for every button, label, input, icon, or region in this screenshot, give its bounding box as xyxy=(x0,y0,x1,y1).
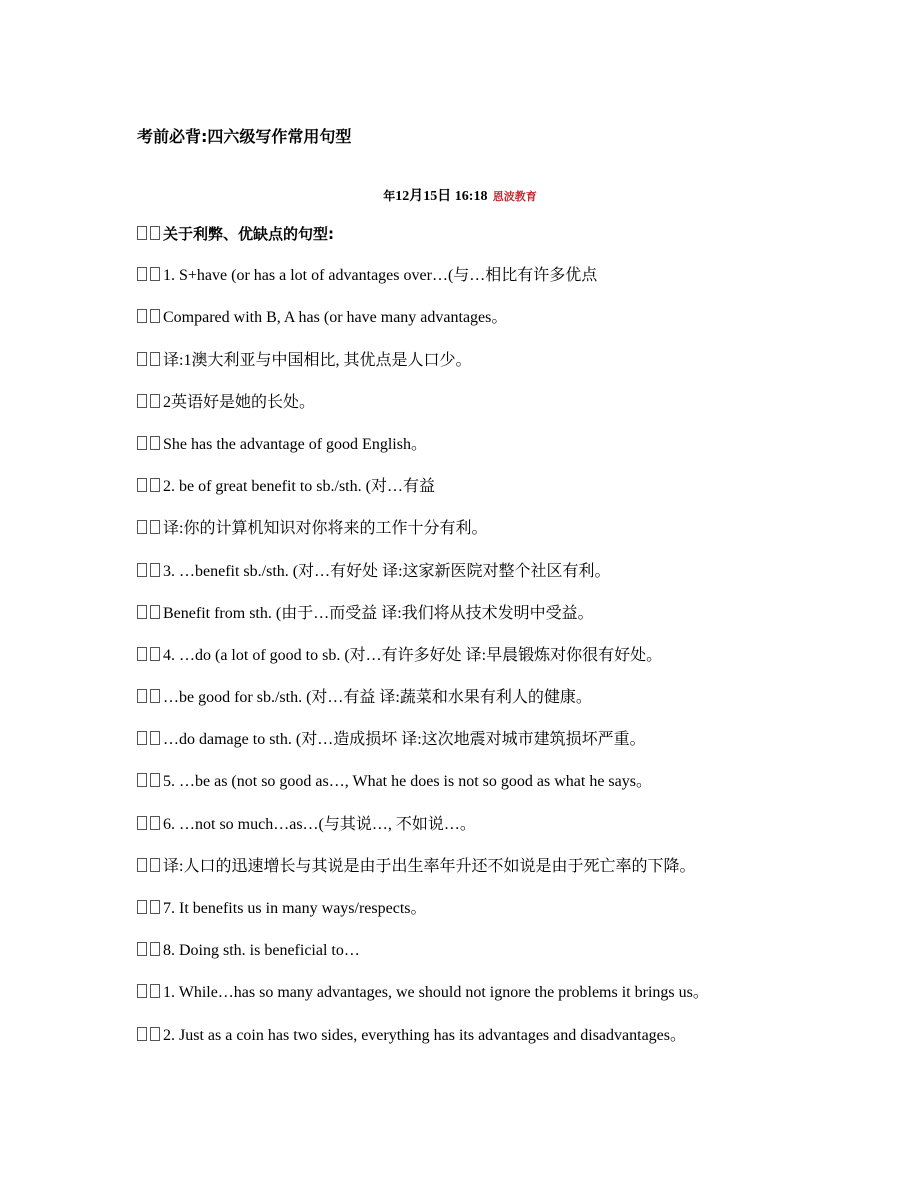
missing-glyph-box-icon xyxy=(150,309,160,323)
line-text: 译:1澳大利亚与中国相比, 其优点是人口少。 xyxy=(163,351,472,369)
missing-glyph-box-icon xyxy=(137,984,147,998)
missing-glyph-box-icon xyxy=(150,731,160,745)
text-line xyxy=(137,727,837,769)
document-title: 考前必背:四六级写作常用句型 xyxy=(137,127,352,146)
missing-glyph-box-icon xyxy=(150,1027,160,1041)
missing-glyph-box-icon xyxy=(137,1027,147,1041)
line-text: Compared with B, A has (or have many advantages。 xyxy=(163,309,508,327)
missing-glyph-box-icon xyxy=(150,773,160,787)
date-prefix: 年 xyxy=(383,189,396,203)
missing-glyph-box-icon xyxy=(137,478,147,492)
text-line xyxy=(137,643,837,685)
missing-glyph-box-icon xyxy=(150,352,160,366)
missing-glyph-box-icon xyxy=(150,942,160,956)
source-name: 恩波教育 xyxy=(492,190,537,203)
text-line xyxy=(137,896,837,938)
text-line xyxy=(137,812,837,854)
missing-glyph-box-icon xyxy=(150,226,160,240)
line-text: 5. …be as (not so good as…, What he does is not so good as what he says。 xyxy=(163,773,652,791)
text-line xyxy=(137,980,837,1022)
missing-glyph-box-icon xyxy=(137,436,147,450)
missing-glyph-box-icon xyxy=(137,773,147,787)
line-text: 1. S+have (or has a lot of advantages over…(与…相比有许多优点 xyxy=(163,267,598,285)
missing-glyph-box-icon xyxy=(150,563,160,577)
missing-glyph-box-icon xyxy=(137,267,147,281)
missing-glyph-box-icon xyxy=(150,520,160,534)
line-text: 7. It benefits us in many ways/respects。 xyxy=(163,900,427,917)
line-text: 关于利弊、优缺点的句型: xyxy=(163,225,334,243)
text-line xyxy=(137,769,837,811)
text-line xyxy=(137,854,837,896)
dateline xyxy=(0,185,920,205)
missing-glyph-box-icon xyxy=(137,689,147,703)
missing-glyph-box-icon xyxy=(137,942,147,956)
missing-glyph-box-icon xyxy=(137,816,147,830)
text-line xyxy=(137,559,837,601)
text-line xyxy=(137,685,837,727)
line-text: 2. Just as a coin has two sides, everything has its advantages and disadvantages。 xyxy=(163,1026,686,1044)
missing-glyph-box-icon xyxy=(150,689,160,703)
missing-glyph-box-icon xyxy=(137,858,147,872)
missing-glyph-box-icon xyxy=(137,394,147,408)
text-line xyxy=(137,1023,837,1065)
missing-glyph-box-icon xyxy=(137,352,147,366)
missing-glyph-box-icon xyxy=(137,520,147,534)
missing-glyph-box-icon xyxy=(150,267,160,281)
line-text: 2英语好是她的长处。 xyxy=(163,393,316,411)
line-text: She has the advantage of good English。 xyxy=(163,435,427,453)
missing-glyph-box-icon xyxy=(150,436,160,450)
missing-glyph-box-icon xyxy=(150,605,160,619)
missing-glyph-box-icon xyxy=(137,563,147,577)
missing-glyph-box-icon xyxy=(137,309,147,323)
missing-glyph-box-icon xyxy=(137,900,147,914)
missing-glyph-box-icon xyxy=(150,478,160,492)
text-line xyxy=(137,432,837,474)
missing-glyph-box-icon xyxy=(150,900,160,914)
missing-glyph-box-icon xyxy=(150,394,160,408)
text-line xyxy=(137,390,837,432)
line-text: 1. While…has so many advantages, we should not ignore the problems it brings us。 xyxy=(163,984,709,1002)
missing-glyph-box-icon xyxy=(150,984,160,998)
line-text: 译:人口的迅速增长与其说是由于出生率年升还不如说是由于死亡率的下降。 xyxy=(163,857,696,875)
publish-date: 12月15日 16:18 xyxy=(395,189,488,204)
text-line xyxy=(137,938,837,980)
line-text: …do damage to sth. (对…造成损坏 译:这次地震对城市建筑损坏严重。 xyxy=(163,731,646,749)
line-text: 6. …not so much…as…(与其说…, 不如说…。 xyxy=(163,815,476,833)
missing-glyph-box-icon xyxy=(137,226,147,240)
missing-glyph-box-icon xyxy=(150,647,160,661)
line-text: 译:你的计算机知识对你将来的工作十分有利。 xyxy=(163,520,488,538)
missing-glyph-box-icon xyxy=(150,858,160,872)
section-heading xyxy=(137,221,837,263)
line-text: 2. be of great benefit to sb./sth. (对…有益 xyxy=(163,478,435,496)
missing-glyph-box-icon xyxy=(137,647,147,661)
document-body xyxy=(137,221,837,1065)
missing-glyph-box-icon xyxy=(137,605,147,619)
line-text: …be good for sb./sth. (对…有益 译:蔬菜和水果有利人的健康。 xyxy=(163,689,592,707)
line-text: 3. …benefit sb./sth. (对…有好处 译:这家新医院对整个社区有利。 xyxy=(163,562,611,580)
missing-glyph-box-icon xyxy=(150,816,160,830)
text-line xyxy=(137,474,837,516)
text-line xyxy=(137,516,837,558)
line-text: Benefit from sth. (由于…而受益 译:我们将从技术发明中受益。 xyxy=(163,604,594,622)
missing-glyph-box-icon xyxy=(137,731,147,745)
text-line xyxy=(137,263,837,305)
text-line xyxy=(137,305,837,347)
line-text: 4. …do (a lot of good to sb. (对…有许多好处 译:早晨锻炼对你很有好处。 xyxy=(163,646,663,664)
line-text: 8. Doing sth. is beneficial to… xyxy=(163,942,360,960)
text-line xyxy=(137,348,837,390)
text-line xyxy=(137,601,837,643)
